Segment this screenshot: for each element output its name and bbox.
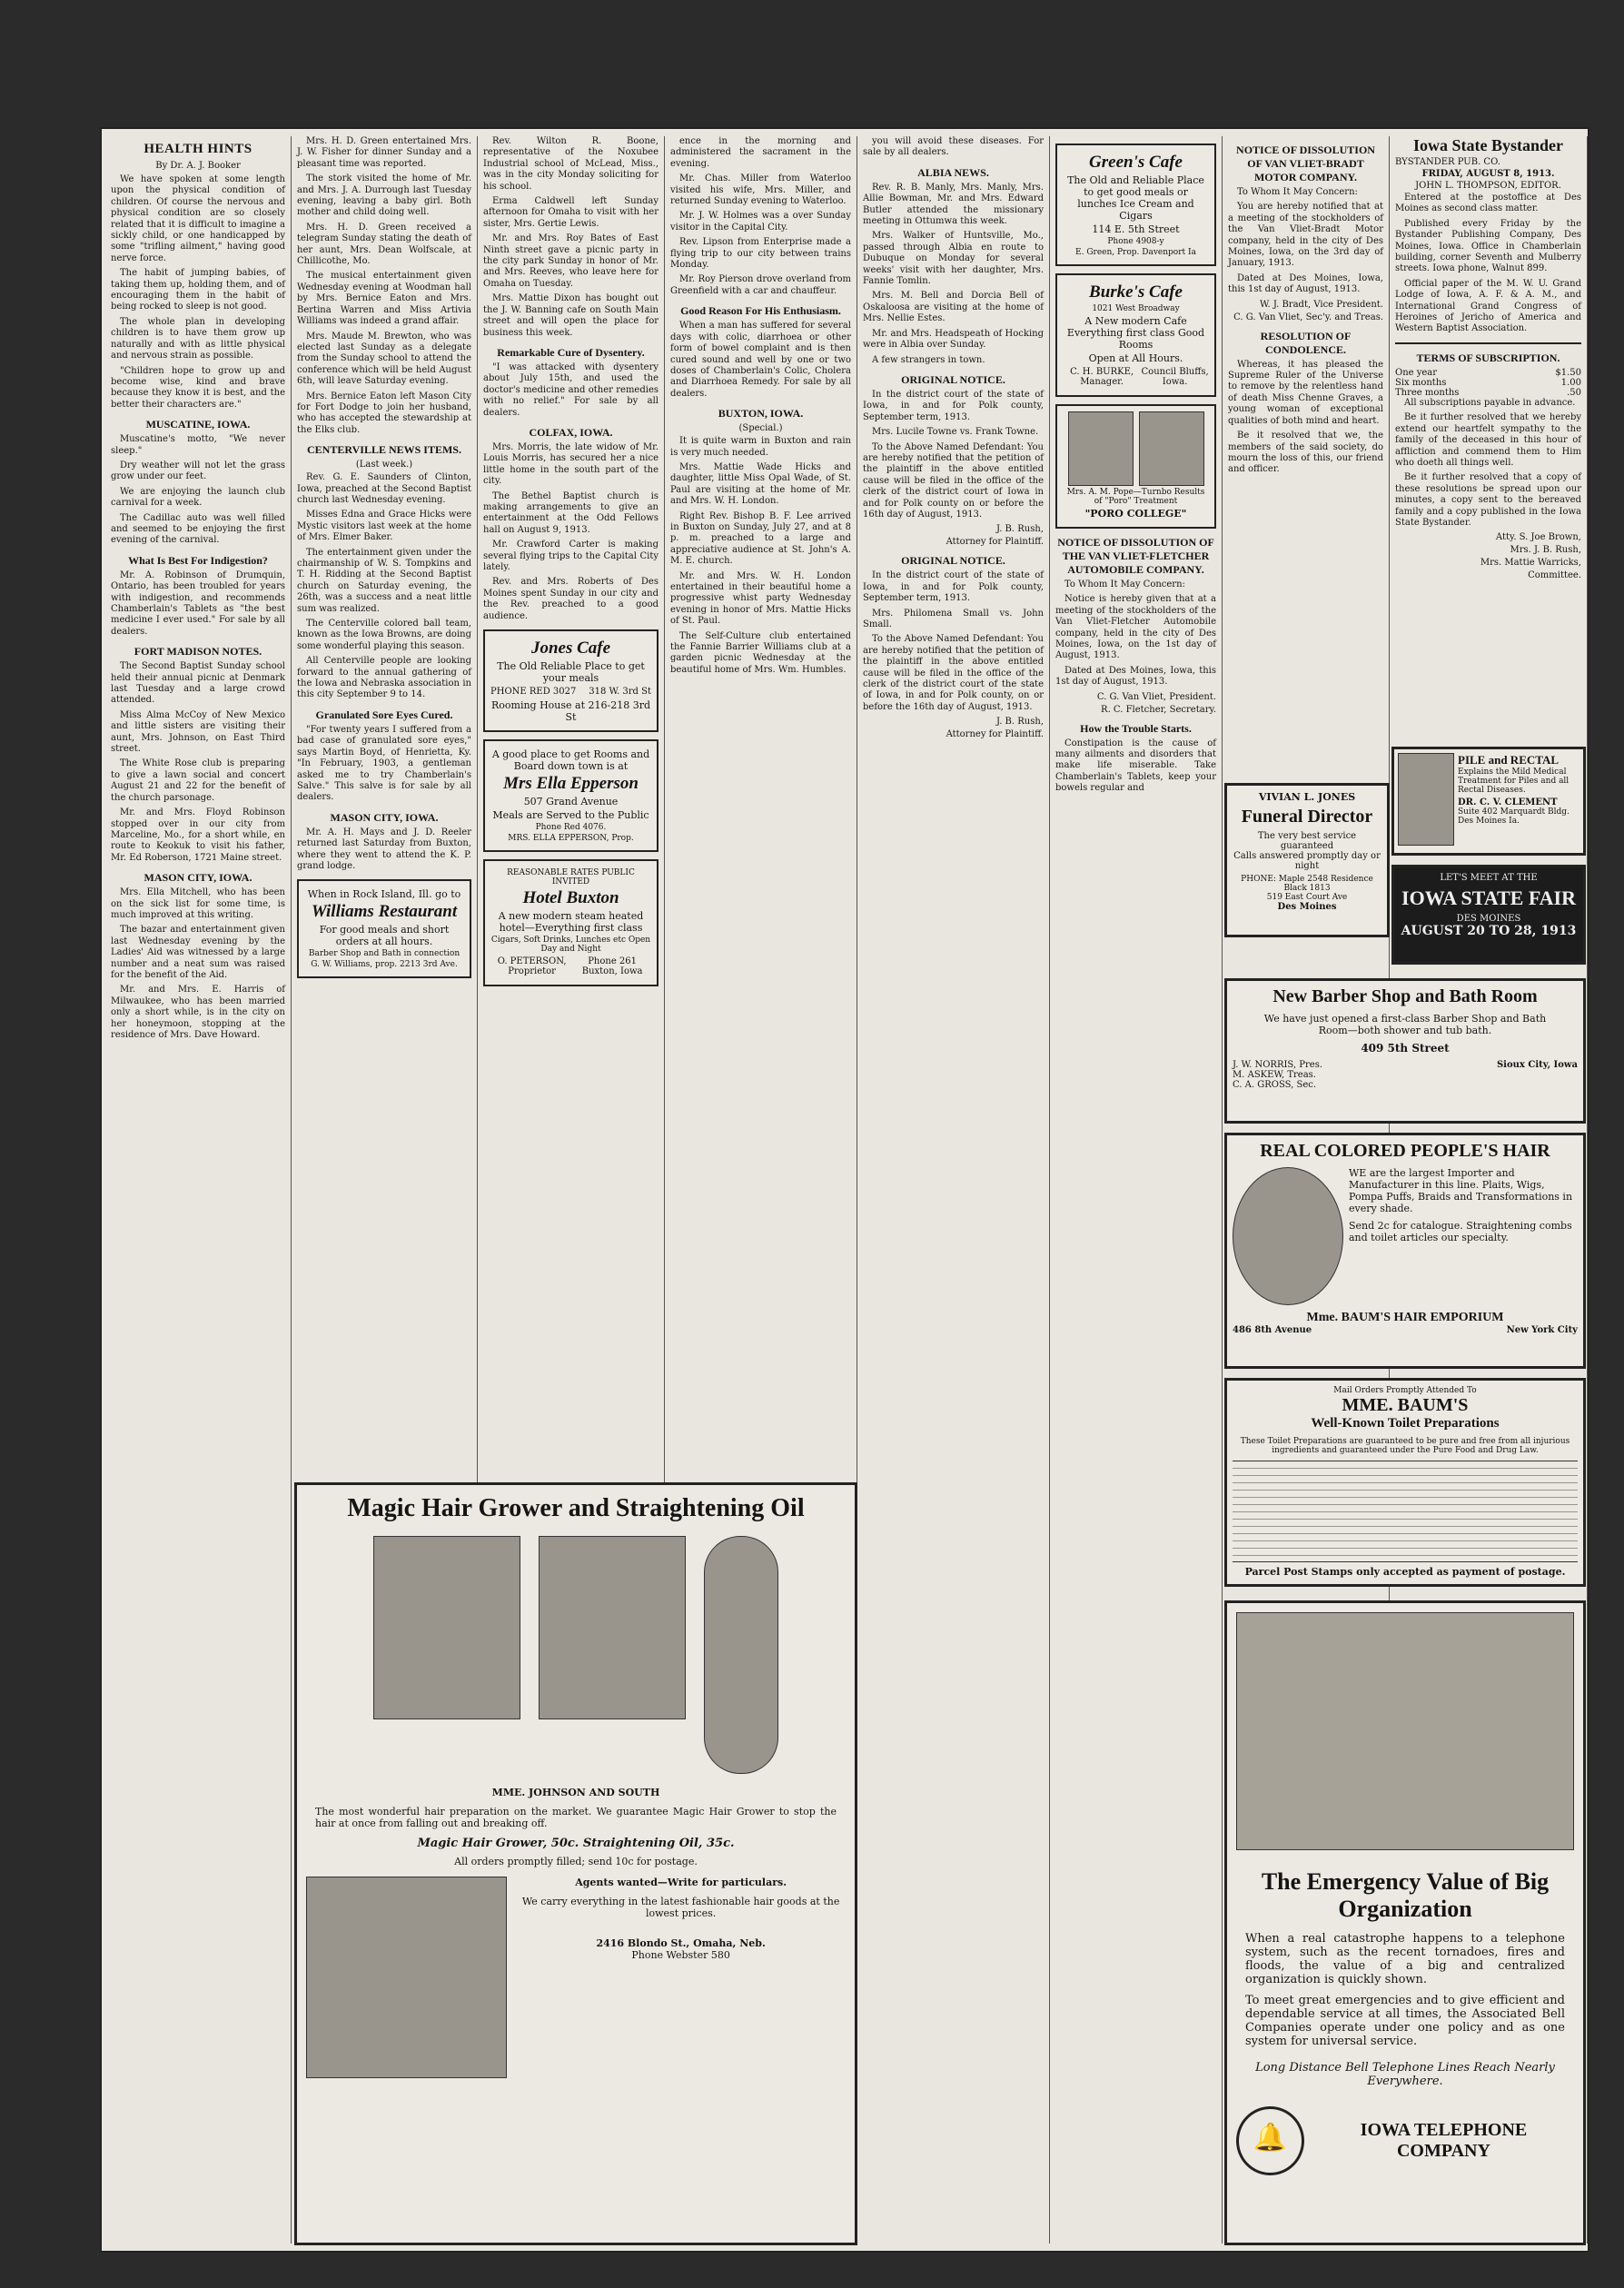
fort-madison-para: The Second Baptist Sunday school held their annual picnic at Denmark last Tuesday and a large crowd attended. (111, 661, 285, 706)
dissolution-title: NOTICE OF DISSOLUTION OF THE VAN VLIET-FLETCHER AUTOMOBILE COMPANY. (1057, 536, 1214, 576)
epperson-prop: MRS. ELLA EPPERSON, Prop. (508, 834, 634, 844)
centerville-para: Rev. G. E. Saunders of Clinton, Iowa, preached at the Second Baptist church last Wednesday evening. (297, 472, 471, 505)
barber-addr: 409 5th Street (1361, 1042, 1450, 1055)
dissolution-signature: C. G. Van Vliet, President. (1096, 691, 1216, 702)
mason-city-para: The bazar and entertainment given last Wednesday evening by the Ladies' Aid was witnessed by a large number and a neat sum was raised for the benefit of the Aid. (111, 925, 285, 980)
barber-name: New Barber Shop and Bath Room (1272, 986, 1538, 1006)
poro-badge: "PORO COLLEGE" (1084, 508, 1187, 520)
masthead-date: FRIDAY, AUGUST 8, 1913. (1421, 169, 1555, 179)
local-para: Rev. Wilton R. Boone, representative of the Noxubee Industrial school of McLead, Miss., was in the city Monday soliciting for his school. (483, 136, 659, 192)
resolution-signature: Mrs. Mattie Warricks, (1480, 558, 1581, 569)
original-notice-title: ORIGINAL NOTICE. (901, 372, 1005, 386)
subscription-row (1395, 388, 1581, 398)
mason-city-para: Mrs. Ella Mitchell, who has been on the sick list for some time, is much improved at this writing. (111, 887, 285, 920)
dysentery-title: Remarkable Cure of Dysentery. (497, 345, 645, 359)
indigestion-para: Mr. A. Robinson of Drumquin, Ontario, has been troubled for years with indigestion, and recommends Chamberlain's Tablets as "the best medicine I ever used." For sale by all dealers. (111, 570, 285, 637)
magic-addr: 2416 Blondo St., Omaha, Neb. (596, 1937, 766, 1949)
epperson-ad (483, 739, 659, 852)
health-para: The habit of jumping babies, of taking them up, holding them, and of encouraging them in the habit of being rocked to sleep is not good. (111, 268, 285, 312)
dysentery-para: "I was attacked with dysentery about July 15th, and used the doctor's medicine and other remedies with no relief." For sale by all dealers. (483, 362, 659, 418)
mason-city-2-title: MASON CITY, IOWA. (330, 810, 439, 824)
hair-switch-icon (704, 1536, 778, 1774)
greens-cafe-addr: 114 E. 5th Street (1092, 223, 1180, 235)
notice-para: Mrs. Lucile Towne vs. Frank Towne. (872, 427, 1039, 438)
hair-photo-icon (1139, 411, 1204, 486)
barber-officer: J. W. NORRIS, Pres. (1233, 1060, 1323, 1070)
health-hints-byline: By Dr. A. J. Booker (155, 161, 241, 171)
subscription-label: One year (1395, 367, 1438, 378)
colfax-title: COLFAX, IOWA. (529, 425, 613, 439)
local-para: Mr. Roy Pierson drove overland from Greenfield with a car and chauffeur. (670, 274, 851, 296)
colfax-para: Mrs. Morris, the late widow of Mr. Louis Morris, has secured her a nice little home in the south part of the city. (483, 441, 659, 487)
greens-cafe-name: Green's Cafe (1089, 153, 1183, 172)
masthead-entered: Entered at the postoffice at Des Moines as second class matter. (1395, 193, 1581, 214)
hair-line: WE are the largest Importer and Manufacturer in this line. Plaits, Wigs, Pompa Puffs, Braids and Transformations in every shade. (1349, 1167, 1573, 1214)
albia-para: Mr. and Mrs. Headspeath of Hocking were in Albia over Sunday. (863, 328, 1044, 351)
greens-cafe-ad (1055, 144, 1216, 266)
jones-cafe-addr: 318 W. 3rd St (589, 687, 651, 698)
dissolution-2-title: NOTICE OF DISSOLUTION OF VAN VLIET-BRADT MOTOR COMPANY. (1236, 144, 1375, 183)
notice-signature: Attorney for Plaintiff. (946, 729, 1044, 740)
fair-city: DES MOINES (1456, 914, 1521, 924)
albia-para: A few strangers in town. (872, 354, 985, 365)
bell-telephone-ad (1224, 1600, 1586, 2245)
dissolution-signature: R. C. Fletcher, Secretary. (1101, 704, 1216, 715)
funeral-director-ad (1224, 783, 1390, 937)
bell-line: When a real catastrophe happens to a telephone system, such as the recent tornadoes, fires and floods, the value of a big and centralized organization is quickly shown. (1245, 1932, 1565, 1986)
hotel-buxton-prop: O. PETERSON, Proprietor (497, 956, 567, 977)
magic-agents: Agents wanted—Write for particulars. (575, 1877, 787, 1888)
greens-cafe-phone: Phone 4908-y (1107, 237, 1164, 246)
health-para: "Children hope to grow up and become wise, kind and brave because they know it is best, and the better their characters are." (111, 365, 285, 410)
hair-sample-icon (1233, 1167, 1343, 1305)
epperson-addr: 507 Grand Avenue (523, 796, 619, 808)
dissolution-para: To Whom It May Concern: (1237, 187, 1358, 197)
health-para: We have spoken at some length upon the physical condition of children. Of course the nervous and physical condition are so closely related that it is difficult to imagine a sickly child, or one handicapped by some "trifling ailment," having good nerve force. (111, 174, 285, 263)
jones-cafe-line: The Old Reliable Place to get your meals (497, 660, 645, 685)
funeral-city: Des Moines (1277, 902, 1337, 912)
local-para: The musical entertainment given Wednesday evening at Woodman hall by Mrs. Bernice Eaton and Mrs. Bertina Warren and Miss Artivia Williams was indeed a grand affair. (297, 271, 471, 327)
fort-madison-para: Miss Alma McCoy of New Mexico and little sisters are visiting their aunt, Mrs. Johnson, on East Third street. (111, 709, 285, 755)
dissolution-signature: C. G. Van Vliet, Sec'y. and Treas. (1233, 312, 1383, 322)
condolence-para: Whereas, it has pleased the Supreme Ruler of the Universe to remove by the relentless hand of death Miss Chenne Graves, a young woman of exceptional qualities of both mind and heart. (1228, 359, 1383, 426)
resolution-para: Be it further resolved that we hereby extend our heartfelt sympathy to the family of the deceased in this hour of affliction and commend them to Him who doeth all things well. (1395, 412, 1581, 468)
buxton-news-para: Mrs. Mattie Wade Hicks and daughter, little Miss Opal Wade, of St. Paul are visiting at the home of Mr. and Mrs. W. H. London. (670, 461, 851, 507)
buxton-news-sub: (Special.) (738, 423, 783, 434)
magic-phone: Phone Webster 580 (631, 1949, 730, 1961)
funeral-line: Calls answered promptly day or night (1233, 851, 1381, 871)
hotel-buxton-name: Hotel Buxton (522, 888, 619, 908)
funeral-name: Funeral Director (1241, 807, 1373, 827)
subscription-label: Three months (1395, 387, 1460, 398)
burkes-cafe-line: Open at All Hours. (1088, 352, 1183, 364)
williams-line: Barber Shop and Bath in connection (308, 949, 460, 959)
notice-para: Mrs. Philomena Small vs. John Small. (863, 608, 1044, 629)
local-para: Mrs. Maude M. Brewton, who was elected last Sunday as a delegate from the Sunday school to attend the conference which will be held August 6th, will leave Saturday evening. (297, 331, 471, 387)
albia-para: Mrs. Walker of Huntsville, Mo., passed through Albia en route to Dubuque on Monday for several weeks' visit with her daughter, Mrs. Fannie Tomlin. (863, 231, 1044, 287)
condolence-title: RESOLUTION OF CONDOLENCE. (1260, 329, 1352, 356)
doctor-portrait-icon (1398, 753, 1454, 846)
resolution-signature: Committee. (1528, 570, 1581, 581)
williams-name: Williams Restaurant (311, 902, 458, 922)
baum-price-list (1233, 1461, 1578, 1562)
magic-caption: MME. JOHNSON AND SOUTH (491, 1787, 660, 1798)
fort-madison-para: Mr. and Mrs. Floyd Robinson stopped over in our city from Marceline, Mo., for a short while, en route to Keokuk to visit his father, Mr. Ed Roberson, 1721 Maine street. (111, 807, 285, 863)
local-para: Mr. J. W. Holmes was a over Sunday visitor in the Capital City. (670, 211, 851, 233)
funeral-line: The very best service guaranteed (1257, 831, 1357, 851)
greens-cafe-line: The Old and Reliable Place to get good meals or lunches Ice Cream and Cigars (1067, 174, 1204, 222)
hair-goods-photo-icon (306, 1877, 507, 2078)
local-para: Rev. Lipson from Enterprise made a flying trip to our city between trains Monday. (670, 237, 851, 271)
muscatine-para: We are enjoying the launch club carnival for a week. (111, 486, 285, 509)
centerville-para: Misses Edna and Grace Hicks were Mystic visitors last week at the home of Mrs. Elmer Baker. (297, 510, 471, 543)
subscription-title: TERMS OF SUBSCRIPTION. (1416, 351, 1560, 364)
notice-para: To the Above Named Defendant: You are hereby notified that the petition of the plaintiff in the above entitled cause will be filed in the office of the clerk of the district court of Iowa in and for Polk county on or before the 16th day of August, 1913. (863, 441, 1044, 520)
epperson-name: Mrs Ella Epperson (503, 774, 639, 794)
pile-name: DR. C. V. CLEMENT (1458, 797, 1558, 807)
health-para: The whole plan in developing children is to have them grow up naturally and with as little physical and nervous strain as possible. (111, 316, 285, 362)
albia-para: Mrs. M. Bell and Dorcia Bell of Oskaloosa are visiting at the home of Mrs. Nellie Estes. (863, 291, 1044, 324)
funeral-pre: VIVIAN L. JONES (1258, 791, 1356, 803)
fair-dates: AUGUST 20 TO 28, 1913 (1401, 924, 1577, 938)
notice-signature: J. B. Rush, (995, 717, 1044, 728)
hotel-buxton-phone: Phone 261 Buxton, Iowa (581, 956, 643, 977)
muscatine-para: Dry weather will not let the grass grow under our feet. (111, 460, 285, 482)
local-para: Mrs. H. D. Green entertained Mrs. J. W. Fisher for dinner Sunday and a pleasant time was reported. (297, 136, 471, 169)
subscription-value: $1.50 (1555, 367, 1581, 378)
williams-pre: When in Rock Island, Ill. go to (307, 888, 461, 901)
sore-eyes-title: Granulated Sore Eyes Cured. (315, 708, 453, 721)
barber-line: We have just opened a first-class Barber Shop and Bath Room—both shower and tub bath. (1263, 1013, 1547, 1036)
local-para: The stork visited the home of Mr. and Mrs. J. A. Durrough last Tuesday evening, leaving a baby girl. Both mother and child doing well. (297, 173, 471, 218)
centerville-para: The entertainment given under the chairmanship of W. S. Tompkins and T. H. Ridding at the Second Baptist church on Saturday evening, the 26th, was a success and a neat little sum was realized. (297, 547, 471, 614)
troubles-para: Constipation is the cause of many ailments and disorders that make life miserable. Take Chamberlain's Tablets, keep your bowels regular and (1055, 738, 1216, 794)
subscription-label: Six months (1395, 377, 1447, 388)
sore-eyes-para: "For twenty years I suffered from a bad case of granulated sore eyes," says Martin Boyd, of Henrietta, Ky. "In February, 1903, a gentleman asked me to try Chamberlain's Salve." This salve is for sale by all dealers. (297, 724, 471, 803)
masthead-title: Iowa State Bystander (1413, 136, 1563, 154)
masthead-editor: JOHN L. THOMPSON, EDITOR. (1415, 181, 1561, 191)
burkes-cafe-prop: C. H. BURKE, Manager. (1070, 367, 1134, 387)
buxton-news-title: BUXTON, IOWA. (718, 407, 804, 421)
pile-line: Explains the Mild Medical Treatment for Piles and all Rectal Diseases. (1458, 768, 1570, 795)
hair-emporium: Mme. BAUM'S HAIR EMPORIUM (1306, 1311, 1504, 1324)
jones-cafe-ad (483, 629, 659, 732)
barber-shop-ad (1224, 978, 1586, 1124)
masthead-official: Official paper of the M. W. U. Grand Lodge of Iowa, A. F. & A. M., and International Grand Congress of Heroines of Jericho of America and Western Baptist Association. (1395, 278, 1581, 334)
portrait-photo-icon (373, 1536, 520, 1719)
magic-title: Magic Hair Grower and Straightening Oil (347, 1494, 805, 1522)
mason-city-title: MASON CITY, IOWA. (144, 871, 253, 885)
bell-tag: Long Distance Bell Telephone Lines Reach Nearly Everywhere. (1255, 2061, 1555, 2088)
buxton-news-para: It is quite warm in Buxton and rain is very much needed. (670, 436, 851, 458)
williams-line: For good meals and short orders at all hours. (319, 924, 450, 948)
resolution-signature: Atty. S. Joe Brown, (1495, 532, 1581, 543)
williams-line: G. W. Williams, prop. 2213 3rd Ave. (311, 960, 458, 970)
local-para: Mrs. H. D. Green received a telegram Sunday stating the death of her aunt, Mrs. Dean Wolfscale, at Chillicothe, Mo. (297, 222, 471, 267)
enthusiasm-title: Good Reason For His Enthusiasm. (680, 304, 841, 318)
local-para: ence in the morning and administered the sacrament in the evening. (670, 136, 851, 169)
local-para: Erma Caldwell left Sunday afternoon for Omaha to visit with her sister, Mrs. Gertie Lewis. (483, 196, 659, 229)
buxton-news-para: The Self-Culture club entertained the Fannie Barrier Williams club at a garden picnic Wednesday at the beautiful home of Mrs. Wm. Humbles. (670, 630, 851, 675)
magic-line: All orders promptly filled; send 10c for postage. (454, 1856, 698, 1867)
local-para: Mrs. Bernice Eaton left Mason City for Fort Dodge to join her husband, who has accepted the stewardship at the Elks club. (297, 391, 471, 435)
magic-hair-ad (294, 1482, 857, 2245)
hair-addr: 486 8th Avenue (1233, 1325, 1312, 1335)
hair-city: New York City (1506, 1325, 1578, 1335)
portrait-photo-icon (539, 1536, 686, 1719)
dissolution-para: To Whom It May Concern: (1065, 579, 1185, 589)
albia-title: ALBIA NEWS. (917, 165, 989, 179)
condolence-para: Be it resolved that we, the members of the said society, do mourn the loss of this, our friend and officer. (1228, 431, 1383, 475)
hotel-buxton-line: Cigars, Soft Drinks, Lunches etc Open Day and Night (490, 936, 651, 955)
indigestion-title: What Is Best For Indigestion? (128, 553, 268, 567)
burkes-cafe-place: Council Bluffs, Iowa. (1141, 367, 1209, 387)
baum-line: These Toilet Preparations are guaranteed to be pure and free from all injurious ingredients and guaranteed under the Pure Food and Drug Law. (1240, 1437, 1570, 1455)
buxton-news-para: Right Rev. Bishop B. F. Lee arrived in Buxton on Sunday, July 27, and at 8 p. m. preached to a large and appreciative audience at St. John's A. M. E. church. (670, 510, 851, 567)
masthead-pub: Published every Friday by the Bystander Publishing Company, Des Moines, Iowa. Office in Chamberlain building, corner Seventh and Mulberry streets. Iowa phone, Walnut 899. (1395, 218, 1581, 274)
hotel-buxton-line: A new modern steam heated hotel—Everything first class (498, 910, 644, 935)
magic-line: The most wonderful hair preparation on the market. We guarantee Magic Hair Grower to stop the hair at once from falling out and breaking off. (315, 1806, 837, 1829)
jones-cafe-name: Jones Cafe (530, 639, 611, 659)
dissolution-signature: W. J. Bradt, Vice President. (1259, 299, 1383, 310)
notice-para: To the Above Named Defendant: You are hereby notified that the petition of the plaintiff in the above entitled cause will be filed in the office of the clerk of the district court of the state of Iowa, in and for Polk county, on or before the 16th day of August, 1913. (863, 634, 1044, 712)
muscatine-para: The Cadillac auto was well filled and seemed to be enjoying the first evening of the carnival. (111, 512, 285, 546)
centerville-title: CENTERVILLE NEWS ITEMS. (307, 443, 461, 457)
masthead-publisher: BYSTANDER PUB. CO. (1395, 157, 1500, 167)
fort-madison-title: FORT MADISON NOTES. (134, 645, 262, 659)
resolution-para: Be it further resolved that a copy of these resolutions be spread upon our minutes, a copy sent to the bereaved family and a copy published in the Iowa State Bystander. (1395, 472, 1581, 528)
baum-pre: Mail Orders Promptly Attended To (1333, 1386, 1477, 1395)
fair-pre: LET'S MEET AT THE (1440, 873, 1538, 883)
muscatine-title: MUSCATINE, IOWA. (145, 418, 251, 431)
fair-title: IOWA STATE FAIR (1401, 886, 1576, 909)
epperson-phone: Phone Red 4076. (535, 823, 607, 833)
baum-toilet-ad (1224, 1378, 1586, 1587)
pile-ad (1391, 747, 1586, 856)
local-para: you will avoid these diseases. For sale by all dealers. (863, 136, 1044, 158)
notice-signature: Attorney for Plaintiff. (946, 537, 1044, 548)
notice-para: In the district court of the state of Iowa, in and for Polk county, September term, 1913. (863, 389, 1044, 422)
state-fair-ad (1391, 865, 1586, 965)
notice-para: In the district court of the state of Iowa, in and for Polk county, September term, 1913. (863, 570, 1044, 604)
local-para: Mrs. Mattie Dixon has bought out the J. W. Banning cafe on South Main street and will open the place for business this week. (483, 293, 659, 338)
resolution-signature: Mrs. J. B. Rush, (1510, 545, 1581, 556)
hair-line: Send 2c for catalogue. Straightening combs and toilet articles our specialty. (1349, 1220, 1572, 1243)
williams-restaurant-ad (297, 879, 471, 978)
tornado-illustration-icon (1236, 1612, 1574, 1850)
fort-madison-para: The White Rose club is preparing to give a lawn social and concert August 21 and 22 for the benefit of the church parsonage. (111, 758, 285, 803)
subscription-note: All subscriptions payable in advance. (1404, 397, 1576, 408)
colfax-para: Mr. Crawford Carter is making several flying trips to the Capital City lately. (483, 540, 659, 572)
baum-sub: Well-Known Toilet Preparations (1311, 1416, 1500, 1431)
troubles-title: How the Trouble Starts. (1080, 721, 1192, 735)
colfax-para: Rev. and Mrs. Roberts of Des Moines spent Sunday in our city and the Rev. preached to a good audience. (483, 577, 659, 621)
funeral-phone: PHONE: Maple 2548 Residence Black 1813 (1241, 875, 1373, 893)
jones-cafe-rooming: Rooming House at 216-218 3rd St (490, 699, 651, 724)
mason-city-2-para: Mr. A. H. Mays and J. D. Reeler returned last Saturday from Buxton, where they went to attend the K. P. grand lodge. (297, 827, 471, 871)
bell-line: To meet great emergencies and to give efficient and dependable service at all times, the Associated Bell Companies operate under one policy and as one system for universal service. (1245, 1994, 1565, 2048)
bell-logo-icon: 🔔 (1236, 2106, 1304, 2175)
hotel-buxton-top: REASONABLE RATES PUBLIC INVITED (507, 868, 635, 887)
column-1 (105, 136, 292, 2243)
bell-title: The Emergency Value of Big Organization (1261, 1868, 1550, 1922)
burkes-cafe-line: A New modern Cafe Everything first class Good Rooms (1066, 315, 1205, 351)
subscription-value: 1.00 (1560, 377, 1581, 388)
baum-title: MME. BAUM'S (1342, 1395, 1469, 1415)
barber-city: Sioux City, Iowa (1496, 1060, 1578, 1070)
newspaper-page (100, 127, 1589, 2253)
subscription-value: .50 (1567, 387, 1581, 398)
magic-prices: Magic Hair Grower, 50c. Straightening Oil, 35c. (417, 1837, 735, 1850)
hair-title: REAL COLORED PEOPLE'S HAIR (1260, 1141, 1550, 1161)
dissolution-para: Notice is hereby given that at a meeting of the stockholders of the Van Vliet-Fletcher Automobile company, held in the city of Des Moines, Iowa, on the 1st day of August, 1913. (1055, 594, 1216, 661)
enthusiasm-para: When a man has suffered for several days with colic, diarrhoea or other form of bowel complaint and is then cured sound and well by one or two doses of Chamberlain's Colic, Cholera and Diarrhoea Remedy. For sale by all dealers. (670, 321, 851, 399)
buxton-news-para: Mr. and Mrs. W. H. London entertained in their beautiful home a progressive whist party Wednesday evening in honor of Mrs. Mattie Hicks of St. Paul. (670, 570, 851, 627)
pile-addr: Suite 402 Marquardt Bldg. Des Moines Ia. (1458, 807, 1570, 826)
albia-para: Rev. R. B. Manly, Mrs. Manly, Mrs. Allie Bowman, Mr. and Mrs. Edward Butler attended the missionary meeting in Ottumwa this week. (863, 182, 1044, 227)
centerville-sub: (Last week.) (355, 460, 413, 470)
bell-name: IOWA TELEPHONE COMPANY (1360, 2120, 1528, 2161)
notice-signature: J. B. Rush, (995, 524, 1044, 535)
centerville-para: All Centerville people are looking forward to the annual gathering of the Iowa and Nebraska association in this city September 9 to 14. (297, 656, 471, 700)
magic-line: We carry everything in the latest fashionable hair goods at the lowest prices. (521, 1896, 840, 1919)
centerville-para: The Centerville colored ball team, known as the Iowa Browns, are doing some wonderful playing this season. (297, 619, 471, 651)
colored-hair-ad (1224, 1133, 1586, 1369)
muscatine-para: Muscatine's motto, "We never sleep." (111, 434, 285, 456)
column-6 (1050, 136, 1223, 2243)
original-notice-2-title: ORIGINAL NOTICE. (901, 554, 1005, 568)
dissolution-para: Dated at Des Moines, Iowa, this 1st day of August, 1913. (1228, 272, 1383, 295)
masthead (1395, 136, 1581, 344)
epperson-line: A good place to get Rooms and Board down town is at (491, 748, 650, 773)
local-para: Mr. and Mrs. Roy Bates of East Ninth street gave a picnic party in the city park Sunday in honor of Mr. and Mrs. Reeves, who leave here for Omaha on Tuesday. (483, 233, 659, 289)
dissolution-para: You are hereby notified that at a meeting of the stockholders of the Van Vliet-Bradt Motor company, held in the city of Des Moines, Iowa, on the 3rd day of January, 1913. (1228, 202, 1383, 269)
greens-cafe-prop: E. Green, Prop. Davenport Ia (1075, 248, 1196, 257)
subscription-row (1395, 368, 1581, 378)
column-5 (857, 136, 1050, 2243)
barber-officer: M. ASKEW, Treas. (1233, 1070, 1316, 1080)
baum-foot: Parcel Post Stamps only accepted as payment of postage. (1244, 1566, 1566, 1578)
burkes-cafe-name: Burke's Cafe (1089, 282, 1183, 302)
health-hints-title: HEALTH HINTS (144, 142, 253, 156)
hair-photo-icon (1068, 411, 1134, 486)
burkes-cafe-ad (1055, 273, 1216, 397)
mason-city-para: Mr. and Mrs. E. Harris of Milwaukee, who has been married only a short while, is in the city on her honeymoon, stopping at the residence of Mrs. Dave Howard. (111, 985, 285, 1040)
jones-cafe-phone: PHONE RED 3027 (490, 687, 577, 698)
epperson-line: Meals are Served to the Public (492, 809, 649, 822)
dissolution-para: Dated at Des Moines, Iowa, this 1st day of August, 1913. (1055, 665, 1216, 688)
local-para: Mr. Chas. Miller from Waterloo visited his wife, Mrs. Miller, and returned Sunday evening to Waterloo. (670, 173, 851, 207)
poro-caption: Mrs. A. M. Pope—Turnbo Results of "Poro" Treatment (1066, 488, 1205, 506)
poro-ad (1055, 404, 1216, 529)
barber-officer: C. A. GROSS, Sec. (1233, 1080, 1317, 1090)
subscription-row (1395, 378, 1581, 388)
pile-title: PILE and RECTAL (1458, 753, 1560, 767)
colfax-para: The Bethel Baptist church is making arrangements to give an entertainment at the Odd Fellows hall on August 9, 1913. (483, 490, 659, 535)
burkes-cafe-addr: 1021 West Broadway (1092, 304, 1180, 313)
hotel-buxton-ad (483, 859, 659, 986)
funeral-addr: 519 East Court Ave (1266, 893, 1348, 902)
